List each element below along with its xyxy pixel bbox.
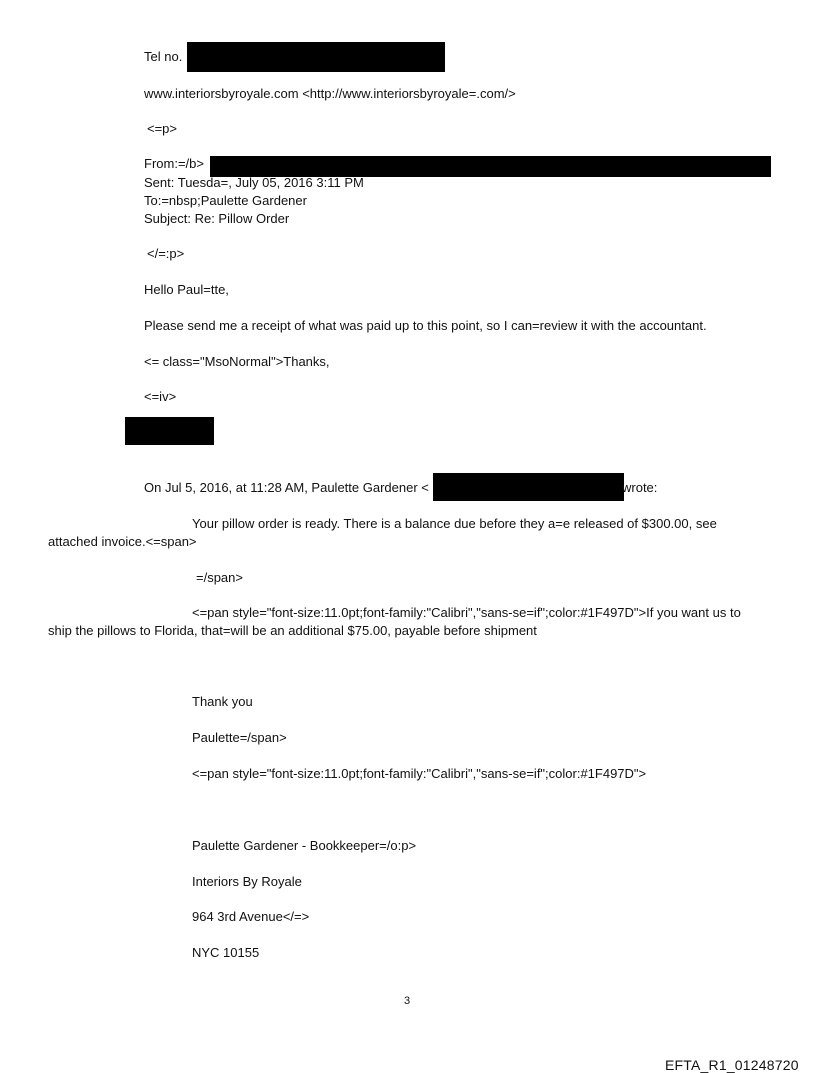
redaction-box — [433, 473, 624, 501]
signature-company: Interiors By Royale — [192, 874, 302, 889]
subject-line: Subject: Re: Pillow Order — [144, 211, 290, 226]
quote-intro-suffix: wrote: — [622, 480, 658, 495]
redaction-box — [187, 42, 445, 72]
tel-label: Tel no. — [144, 49, 183, 64]
signature-city: NYC 10155 — [192, 945, 260, 960]
greeting: Hello Paul=tte, — [144, 282, 229, 297]
quote-intro: On Jul 5, 2016, at 11:28 AM, Paulette Gardener < — [144, 480, 429, 495]
quoted-paragraph: <=pan style="font-size:11.0pt;font-family:"Calibri","sans-se=if";color:#1F497D">If you want us to ship the pillows to Florida, that=will be an additional $75.00, payable before shipment — [48, 605, 741, 638]
reply-body: Please send me a receipt of what was paid up to this point, so I can=review it with the accountant. — [144, 318, 707, 333]
redaction-box — [125, 417, 214, 445]
html-fragment: <=iv> — [144, 389, 177, 404]
signature-name: Paulette Gardener - Bookkeeper=/o:p> — [192, 838, 417, 853]
to-line: To:=nbsp;Paulette Gardener — [144, 193, 307, 208]
redaction-box — [210, 156, 771, 177]
page-number: 3 — [404, 995, 411, 1007]
thank-you: Thank you — [192, 694, 253, 709]
signature-address: 964 3rd Avenue</=> — [192, 909, 310, 924]
html-fragment: </=:p> — [147, 246, 185, 261]
document-id: EFTA_R1_01248720 — [665, 1057, 799, 1073]
html-fragment: <=pan style="font-size:11.0pt;font-family:"Calibri","sans-se=if";color:#1F497D"> — [192, 766, 647, 781]
html-fragment: =/span> — [196, 570, 243, 585]
signoff: Paulette=/span> — [192, 730, 287, 745]
thanks-line: <= class="MsoNormal">Thanks, — [144, 354, 330, 369]
html-fragment: <=p> — [147, 121, 178, 136]
sent-line: Sent: Tuesda=, July 05, 2016 3:11 PM — [144, 175, 364, 190]
website-url[interactable]: www.interiorsbyroyale.com <http://www.interiorsbyroyale=.com/> — [144, 86, 516, 101]
quoted-paragraph: Your pillow order is ready. There is a balance due before they a=e released of $300.00, see attached invoice.<=span> — [48, 516, 717, 549]
from-line: From:=/b> — [144, 156, 204, 171]
